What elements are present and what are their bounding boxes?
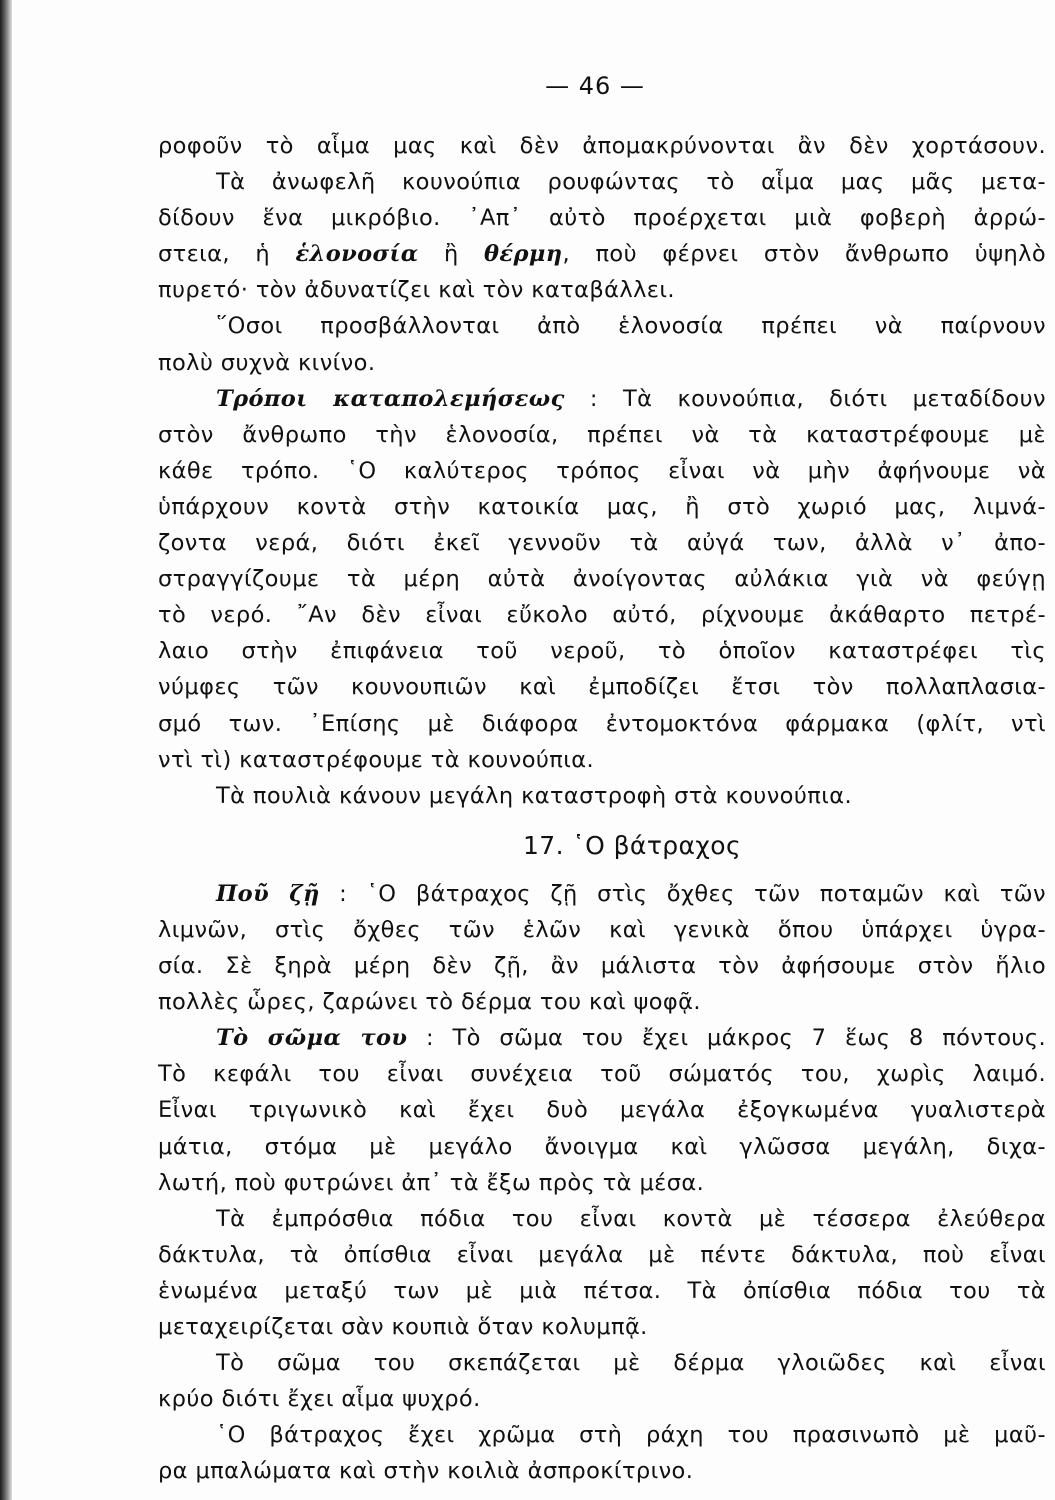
- paragraph-line: λωτή, ποὺ φυτρώνει ἀπ᾿ τὰ ἔξω πρὸς τὰ μέσα.: [158, 1169, 705, 1196]
- paragraph-line: Τὰ πουλιὰ κάνουν μεγάλη καταστροφὴ στὰ κουνούπια.: [216, 782, 852, 809]
- text-fragment: στεια, ἡ: [158, 241, 296, 268]
- emphasized-term: θέρμη: [484, 241, 563, 268]
- paragraph-line: στὸν ἄνθρωπο τὴν ἑλονοσία, πρέπει νὰ τὰ καταστρέφουμε μὲ: [158, 421, 1046, 448]
- paragraph-line: στραγγίζουμε τὰ μέρη αὐτὰ ἀνοίγοντας αὐλάκια γιὰ νὰ φεύγῃ: [158, 566, 1046, 593]
- page-number: — 46 —: [545, 72, 645, 100]
- paragraph-line: ρα μπαλώματα καὶ στὴν κοιλιὰ ἀσπροκίτρινο.: [158, 1458, 694, 1485]
- paragraph-line: Τὸ κεφάλι του εἶναι συνέχεια τοῦ σώματός του, χωρὶς λαιμό.: [158, 1061, 1046, 1088]
- paragraph-line: Εἶναι τριγωνικὸ καὶ ἔχει δυὸ μεγάλα ἐξογκωμένα γυαλιστερὰ: [158, 1097, 1046, 1124]
- paragraph-line: Τὰ ἐμπρόσθια πόδια του εἶναι κοντὰ μὲ τέσσερα ἐλεύθερα: [216, 1205, 1046, 1232]
- paragraph-line: ντὶ τὶ) καταστρέφουμε τὰ κουνούπια.: [158, 746, 595, 773]
- paragraph-line: δάκτυλα, τὰ ὀπίσθια εἶναι μεγάλα μὲ πέντε δάκτυλα, ποὺ εἶναι: [158, 1241, 1046, 1268]
- subsection-label: Ποῦ ζῇ: [216, 880, 320, 907]
- paragraph-line: Τὸ σῶμα του σκεπάζεται μὲ δέρμα γλοιῶδες καὶ εἶναι: [216, 1350, 1046, 1377]
- paragraph-line: πολὺ συχνὰ κινίνο.: [158, 349, 376, 376]
- paragraph-line: Τὰ ἀνωφελῆ κουνούπια ρουφώντας τὸ αἷμα μας μᾶς μετα-: [216, 169, 1046, 196]
- paragraph-line: μάτια, στόμα μὲ μεγάλο ἄνοιγμα καὶ γλῶσσα μεγάλη, διχα-: [158, 1133, 1046, 1160]
- paragraph-line: σία. Σὲ ξηρὰ μέρη δὲν ζῇ, ἂν μάλιστα τὸν ἀφήσουμε στὸν ἥλιο: [158, 953, 1046, 980]
- paragraph-line: ἑνωμένα μεταξύ των μὲ μιὰ πέτσα. Τὰ ὀπίσθια πόδια του τὰ: [158, 1277, 1046, 1304]
- paragraph-line: κάθε τρόπο. ῾Ο καλύτερος τρόπος εἶναι νὰ μὴν ἀφήνουμε νὰ: [158, 457, 1046, 484]
- text-fragment: : Τὸ σῶμα του ἔχει μάκρος 7 ἕως 8 πόντους.: [407, 1025, 1046, 1052]
- emphasized-term: ἑλονοσία: [295, 241, 419, 268]
- paragraph-line: νύμφες τῶν κουνουπιῶν καὶ ἐμποδίζει ἔτσι τὸν πολλαπλασια-: [158, 674, 1046, 701]
- paragraph-line: λαιο στὴν ἐπιφάνεια τοῦ νεροῦ, τὸ ὁποῖον καταστρέφει τὶς: [158, 638, 1046, 665]
- paragraph-line: [158, 1020, 1046, 1056]
- text-fragment: , ποὺ φέρνει στὸν ἄνθρωπο ὑψηλὸ: [562, 241, 1046, 268]
- paragraph-line: κρύο διότι ἔχει αἷμα ψυχρό.: [158, 1386, 481, 1413]
- binding-edge: [0, 0, 12, 1500]
- page-body: [158, 128, 1046, 1489]
- paragraph-line: σμό των. ᾿Επίσης μὲ διάφορα ἐντομοκτόνα φάρμακα (φλίτ, ντὶ: [158, 710, 1046, 737]
- paragraph-line: ὑπάρχουν κοντὰ στὴν κατοικία μας, ἢ στὸ χωριό μας, λιμνά-: [158, 493, 1046, 520]
- paragraph-line: δίδουν ἕνα μικρόβιο. ᾿Απ᾿ αὐτὸ προέρχεται μιὰ φοβερὴ ἀρρώ-: [158, 205, 1046, 232]
- paragraph-line: ζοντα νερά, διότι ἐκεῖ γεννοῦν τὰ αὐγά των, ἀλλὰ ν᾿ ἀπο-: [158, 530, 1046, 557]
- paragraph-line: ῾Ο βάτραχος ἔχει χρῶμα στὴ ράχη του πρασινωπὸ μὲ μαῦ-: [216, 1422, 1046, 1449]
- paragraph-line: ῞Οσοι προσβάλλονται ἀπὸ ἑλονοσία πρέπει νὰ παίρνουν: [216, 313, 1046, 340]
- text-fragment: : Τὰ κουνούπια, διότι μεταδίδουν: [564, 385, 1046, 412]
- text-fragment: ἢ: [418, 241, 485, 268]
- paragraph-line: λιμνῶν, στὶς ὄχθες τῶν ἑλῶν καὶ γενικὰ ὅπου ὑπάρχει ὑγρα-: [158, 916, 1046, 943]
- paragraph-line: [158, 876, 1046, 912]
- paragraph-line: [158, 236, 1046, 272]
- text-fragment: : ῾Ο βάτραχος ζῇ στὶς ὄχθες τῶν ποταμῶν καὶ τῶν: [319, 880, 1046, 907]
- paragraph-line: τὸ νερό. ῎Αν δὲν εἶναι εὔκολο αὐτό, ρίχνουμε ἀκάθαρτο πετρέ-: [158, 602, 1046, 629]
- paragraph-line: πυρετό· τὸν ἀδυνατίζει καὶ τὸν καταβάλλει.: [158, 277, 675, 304]
- subsection-label: Τρόποι καταπολεμήσεως: [216, 385, 565, 412]
- paragraph-line: [158, 381, 1046, 417]
- subsection-label: Τὸ σῶμα του: [216, 1025, 408, 1052]
- paragraph-line: μεταχειρίζεται σὰν κουπιὰ ὅταν κολυμπᾷ.: [158, 1314, 648, 1340]
- paragraph-line: πολλὲς ὧρες, ζαρώνει τὸ δέρμα του καὶ ψοφᾷ.: [158, 989, 701, 1016]
- section-heading: 17. ῾Ο βάτραχος: [522, 830, 742, 860]
- paragraph-continuation-line: ροφοῦν τὸ αἷμα μας καὶ δὲν ἀπομακρύνονται ἂν δὲν χορτάσουν.: [158, 133, 1046, 159]
